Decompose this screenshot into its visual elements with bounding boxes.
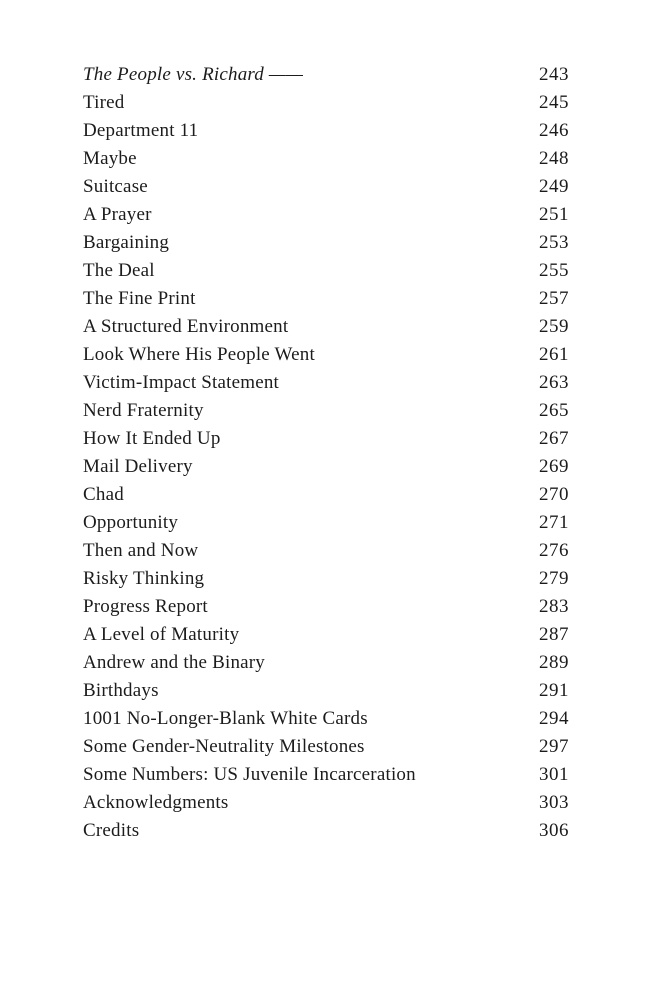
toc-row [83,705,569,733]
toc-row [83,481,569,509]
toc-row [83,117,569,145]
toc-entry-page: 248 [539,148,569,169]
toc-entry-title: Chad [83,484,124,505]
toc-entry-title: Birthdays [83,680,159,701]
toc-entry-title: 1001 No-Longer-Blank White Cards [83,708,368,729]
toc-row [83,89,569,117]
toc-row [83,733,569,761]
toc-row [83,201,569,229]
toc-entry-page: 303 [539,792,569,813]
toc-entry-page: 259 [539,316,569,337]
toc-entry-title: Some Numbers: US Juvenile Incarceration [83,764,416,785]
toc-row [83,313,569,341]
toc-entry-page: 253 [539,232,569,253]
toc-entry-page: 287 [539,624,569,645]
toc-row [83,285,569,313]
toc-entry-title: Opportunity [83,512,179,533]
toc-entry-page: 269 [539,456,569,477]
toc-entry-title: Bargaining [83,232,170,253]
toc-entry-page: 261 [539,344,569,365]
toc-entry-page: 255 [539,260,569,281]
toc-entry-title: Victim-Impact Statement [83,372,280,393]
toc-entry-page: 276 [539,540,569,561]
toc-row [83,565,569,593]
toc-entry-title: Andrew and the Binary [83,652,266,673]
toc-entry-page: 257 [539,288,569,309]
toc-entry-page: 246 [539,120,569,141]
toc-entry-title: The People vs. Richard —— [83,64,304,85]
toc-row [83,677,569,705]
toc-row [83,229,569,257]
toc-entry-title: How It Ended Up [83,428,221,449]
toc-row [83,397,569,425]
toc-entry-title: A Prayer [83,204,152,225]
toc-entry-page: 270 [539,484,569,505]
toc-entry-page: 251 [539,204,569,225]
toc-row [83,621,569,649]
toc-entry-title: Nerd Fraternity [83,400,204,421]
toc-entry-page: 283 [539,596,569,617]
toc-row [83,509,569,537]
toc-entry-page: 279 [539,568,569,589]
toc-entry-page: 245 [539,92,569,113]
toc-entry-title: Tired [83,92,125,113]
toc-entry-page: 306 [539,820,569,841]
toc-entry-page: 271 [539,512,569,533]
toc-row [83,425,569,453]
toc-entry-title: Credits [83,820,140,841]
toc-row [83,593,569,621]
toc-entry-title: Maybe [83,148,137,169]
toc-row [83,173,569,201]
toc-row [83,453,569,481]
toc-entry-page: 294 [539,708,569,729]
table-of-contents [83,61,569,845]
toc-row [83,257,569,285]
toc-entry-page: 265 [539,400,569,421]
toc-entry-title: Acknowledgments [83,792,229,813]
toc-row [83,145,569,173]
toc-entry-title: Look Where His People Went [83,344,315,365]
toc-entry-title: The Deal [83,260,155,281]
toc-entry-title: Mail Delivery [83,456,193,477]
toc-entry-page: 301 [539,764,569,785]
toc-row [83,369,569,397]
toc-row [83,761,569,789]
toc-row [83,537,569,565]
toc-entry-title: Some Gender-Neutrality Milestones [83,736,365,757]
toc-entry-page: 297 [539,736,569,757]
toc-entry-page: 263 [539,372,569,393]
toc-row [83,61,569,89]
toc-entry-page: 291 [539,680,569,701]
toc-row [83,817,569,845]
toc-row [83,341,569,369]
toc-entry-page: 289 [539,652,569,673]
toc-entry-title: Then and Now [83,540,199,561]
toc-entry-title: Progress Report [83,596,208,617]
toc-entry-title: Suitcase [83,176,148,197]
toc-row [83,649,569,677]
toc-entry-page: 243 [539,64,569,85]
toc-entry-title: The Fine Print [83,288,196,309]
toc-row [83,789,569,817]
toc-entry-title: Risky Thinking [83,568,205,589]
toc-entry-page: 249 [539,176,569,197]
toc-entry-title: A Structured Environment [83,316,289,337]
toc-entry-page: 267 [539,428,569,449]
toc-entry-title: A Level of Maturity [83,624,240,645]
toc-entry-title: Department 11 [83,120,199,141]
